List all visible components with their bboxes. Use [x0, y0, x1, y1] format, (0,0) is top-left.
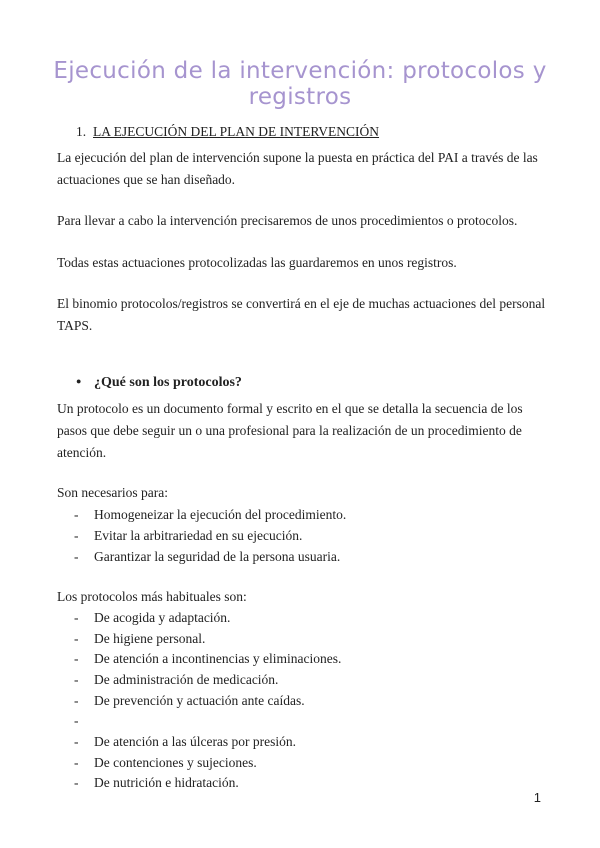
list-item: - De nutrición e hidratación. — [74, 775, 239, 790]
dash-marker: - — [74, 775, 79, 790]
list-intro: Los protocolos más habituales son: — [57, 589, 247, 604]
section-title: LA EJECUCIÓN DEL PLAN DE INTERVENCIÓN — [93, 124, 380, 139]
paragraph-line: actuaciones que se han diseñado. — [57, 172, 236, 187]
dash-marker: - — [74, 734, 79, 749]
list-intro: Son necesarios para: — [57, 485, 168, 500]
list-item: - Garantizar la seguridad de la persona usuaria. — [74, 549, 341, 564]
bullet-icon: ● — [76, 376, 82, 386]
dash-marker: - — [74, 713, 79, 728]
page-number: 1 — [533, 790, 541, 805]
paragraph-line: La ejecución del plan de intervención supone la puesta en práctica del PAI a través de las — [57, 150, 538, 165]
list-item: - De acogida y adaptación. — [74, 610, 231, 625]
paragraph: Todas estas actuaciones protocolizadas las guardaremos en unos registros. — [57, 255, 457, 270]
list-item: - Evitar la arbitrariedad en su ejecución. — [74, 528, 303, 543]
list-item: - De atención a las úlceras por presión. — [74, 734, 297, 749]
list-item-empty — [74, 713, 94, 729]
dash-marker: - — [74, 755, 79, 770]
dash-marker: - — [74, 549, 79, 564]
dash-marker: - — [74, 693, 79, 708]
page-title: Ejecución de la intervención: protocolos y registros — [53, 58, 547, 110]
dash-marker: - — [74, 651, 79, 666]
paragraph: Para llevar a cabo la intervención precisaremos de unos procedimientos o protocolos. — [57, 213, 518, 228]
paragraph-line: El binomio protocolos/registros se convertirá en el eje de muchas actuaciones del personal — [57, 296, 546, 311]
paragraph-line: TAPS. — [57, 318, 93, 333]
list-item: - De prevención y actuación ante caídas. — [74, 693, 305, 708]
definition-line: pasos que debe seguir un o una profesional para la realización de un procedimiento de — [57, 423, 522, 438]
section-number: 1. — [76, 124, 87, 139]
definition-line: atención. — [57, 445, 107, 460]
dash-marker: - — [74, 672, 79, 687]
dash-marker: - — [74, 631, 79, 646]
subsection-title: ¿Qué son los protocolos? — [94, 375, 242, 390]
list-item: - Homogeneizar la ejecución del procedimiento. — [74, 507, 347, 522]
list-item: - De atención a incontinencias y eliminaciones. — [74, 651, 342, 666]
dash-marker: - — [74, 528, 79, 543]
subsection-heading — [76, 375, 242, 391]
dash-marker: - — [74, 610, 79, 625]
definition-line: Un protocolo es un documento formal y escrito en el que se detalla la secuencia de los — [57, 401, 523, 416]
list-item: - De higiene personal. — [74, 631, 206, 646]
section-heading — [76, 124, 379, 140]
list-item: - De contenciones y sujeciones. — [74, 755, 257, 770]
dash-marker: - — [74, 507, 79, 522]
list-item: - De administración de medicación. — [74, 672, 279, 687]
